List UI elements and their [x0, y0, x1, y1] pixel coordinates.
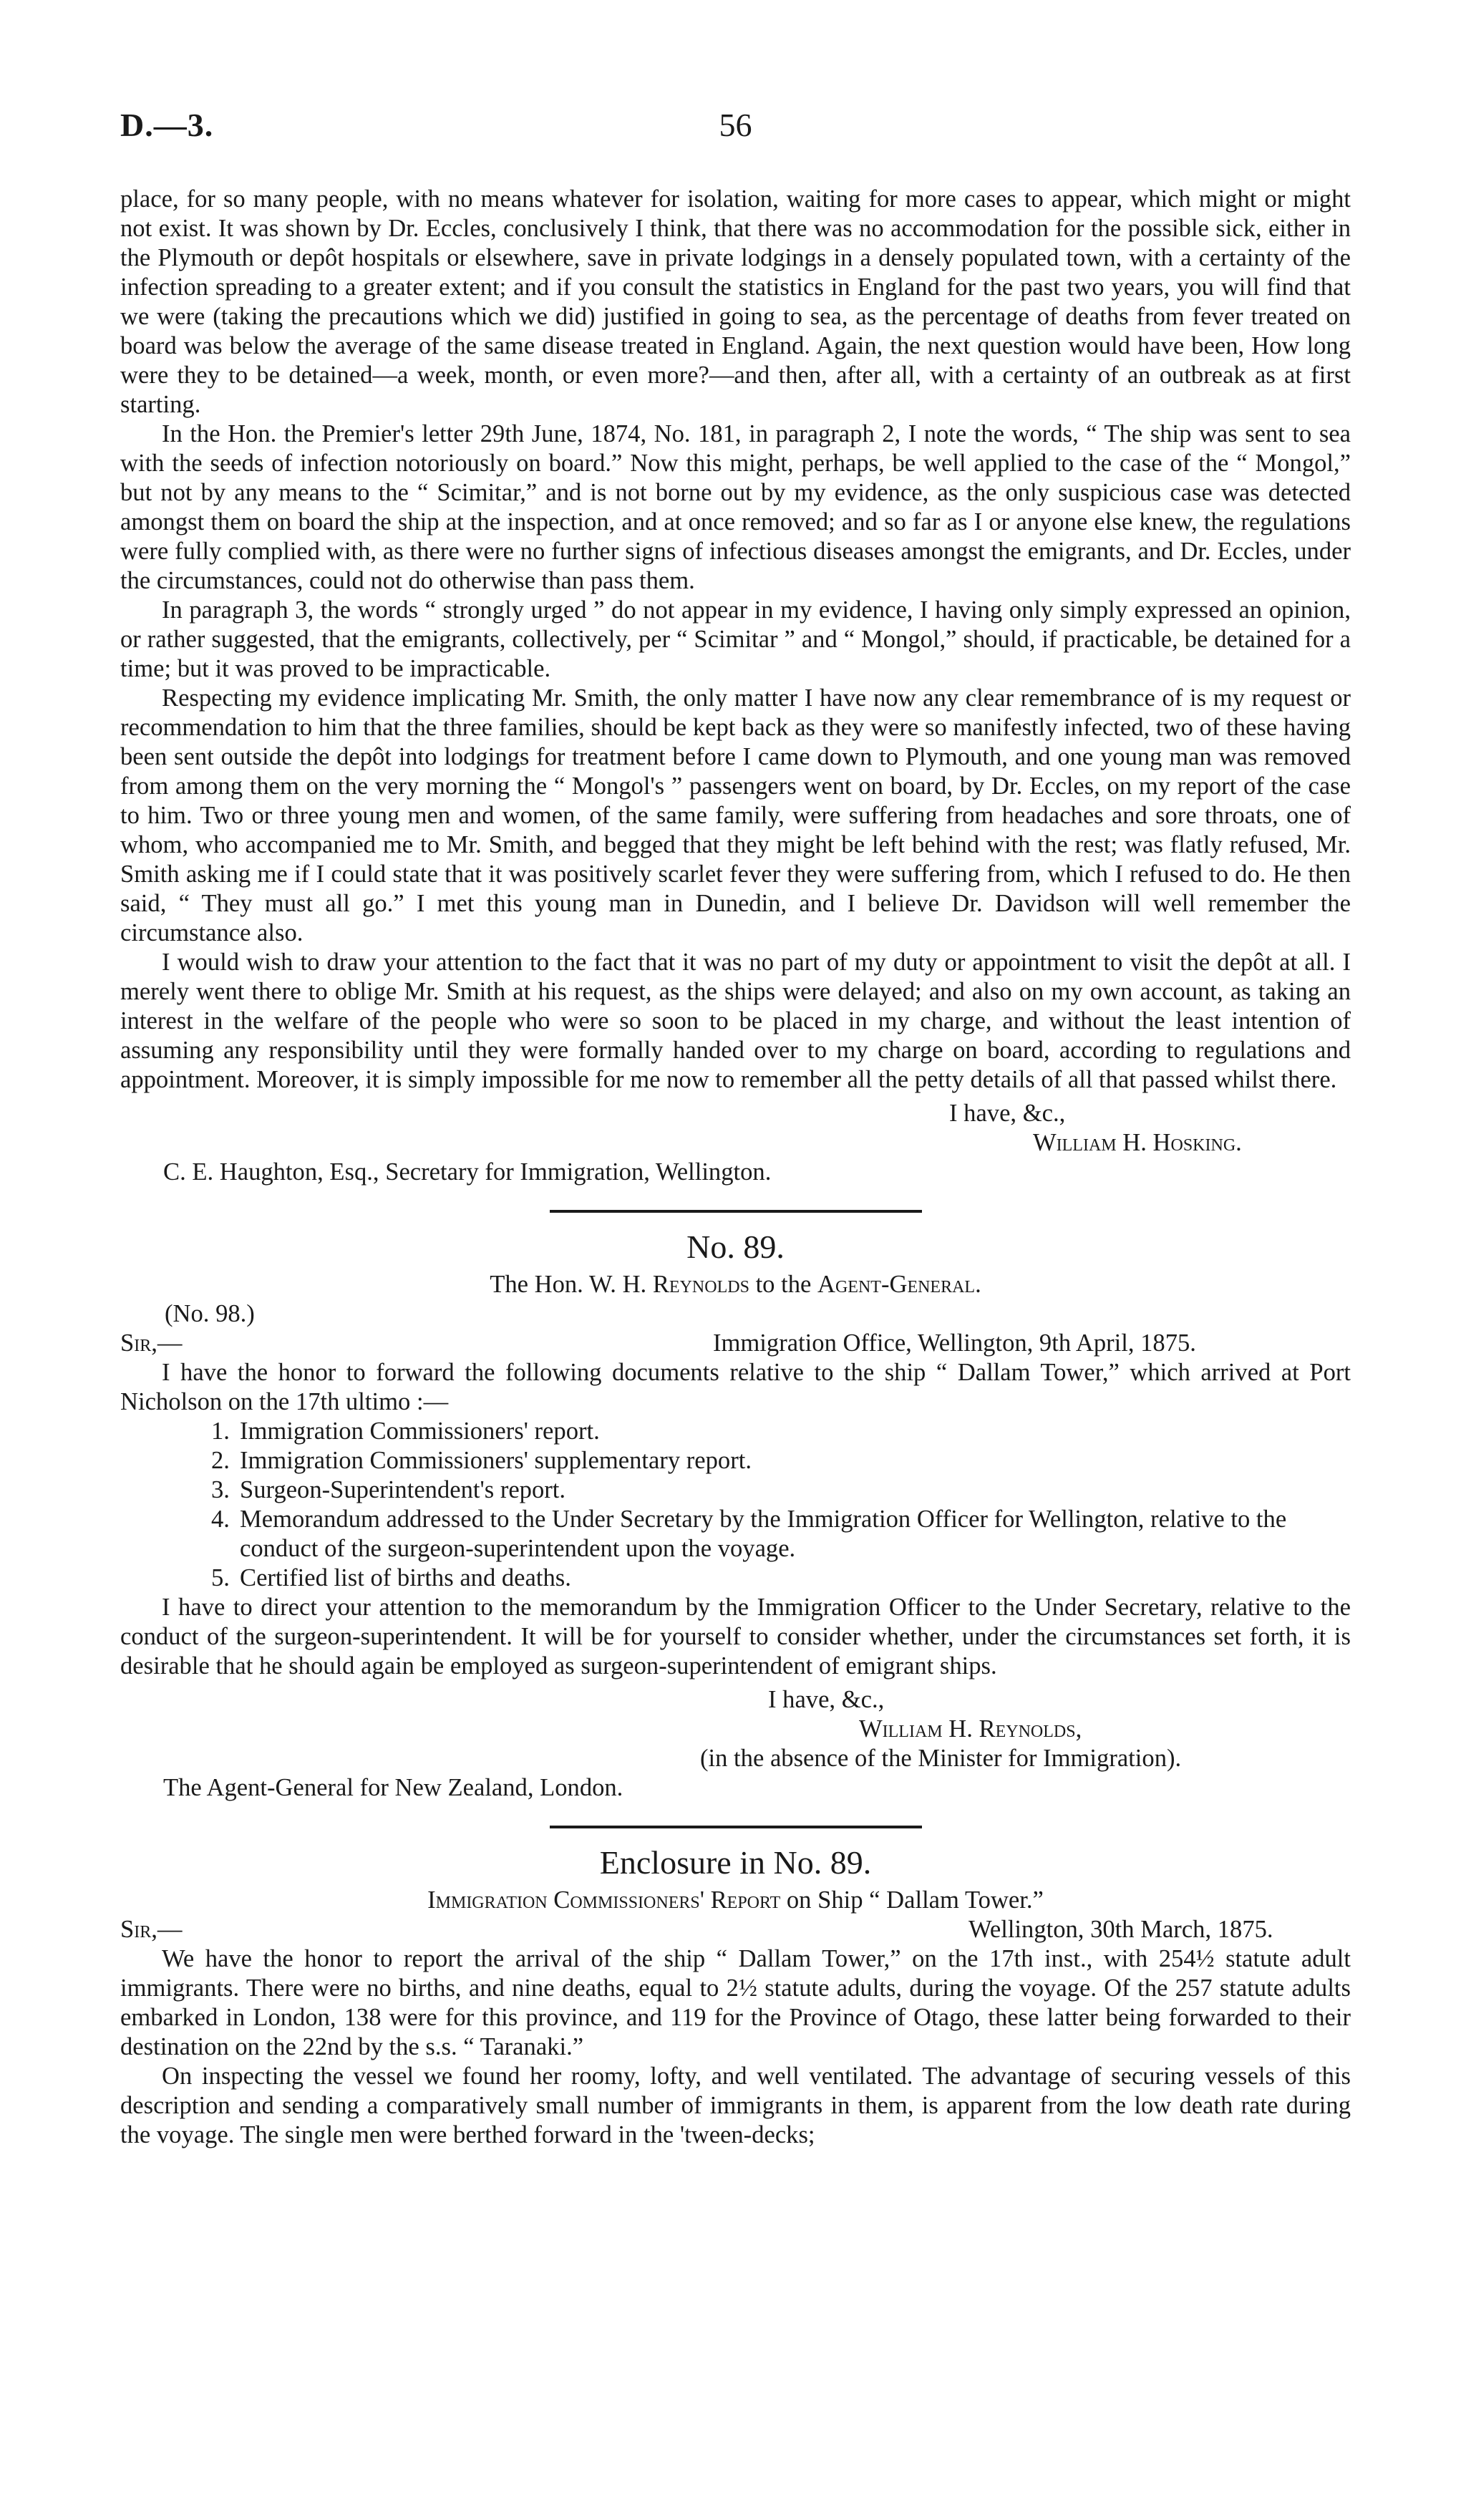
paragraph: Respecting my evidence implicating Mr. Smith, the only matter I have now any clear remembrance of is my request or recommendation to him that the three families, should be kept back as they were so manifestly infected, two of these having been sent outside the depôt into lodgings for treatment before I came down to Plymouth, and one young man was removed from among them on the very morning the “ Mongol's ” passengers went on board, by Dr. Eccles, on my report of the case to him. Two or three young men and women, of the same family, were suffering from headaches and sore throats, one of whom, who accompanied me to Mr. Smith, and begged that they might be left behind with the rest; was flatly refused, Mr. Smith asking me if I could state that it was positively scarlet fever they were suffering from, which I refused to do. He then said, “ They must all go.” I met this young man in Dunedin, and I believe Dr. Davidson will well remember the circumstance also.: [120, 684, 1351, 946]
document-body: [120, 185, 1351, 2150]
list-item: [120, 1475, 1351, 1505]
salutation: Sir,—: [120, 1916, 183, 1943]
enclosure-in-no-89: [120, 1843, 1351, 2150]
signature-note: (in the absence of the Minister for Immigration).: [700, 1745, 1182, 1772]
running-head: [120, 106, 1351, 149]
letter-no-89: [120, 1227, 1351, 1803]
place-date: Immigration Office, Wellington, 9th April, 1875.: [713, 1329, 1196, 1357]
paragraph: I have to direct your attention to the memorandum by the Immigration Officer to the Under Secretary, relative to the conduct of the surgeon-superintendent. It will be for yourself to consider whether, under the circumstances set forth, it is desirable that he should again be employed as surgeon-superintendent of emigrant ships.: [120, 1594, 1351, 1680]
addressee: C. E. Haughton, Esq., Secretary for Immigration, Wellington.: [163, 1158, 772, 1186]
salutation: Sir,—: [120, 1329, 183, 1357]
paragraph: I would wish to draw your attention to the fact that it was no part of my duty or appointment to visit the depôt at all. I merely went there to oblige Mr. Smith at his request, as the ships were delayed; and also on my own account, as taking an interest in the welfare of the people who were so soon to be placed in my charge, and without the least intention of assuming any responsibility until they were formally handed over to my charge on board, according to regulations and appointment. Moreover, it is simply impossible for me now to remember all the petty details of all that passed whilst there.: [120, 949, 1351, 1093]
list-number: 1.: [211, 1418, 230, 1445]
list-item: [120, 1446, 1351, 1475]
from-to-mid: to the: [749, 1271, 817, 1298]
page-number: 56: [719, 107, 752, 143]
addressee: The Agent-General for New Zealand, London.: [163, 1774, 623, 1801]
report-title-rest: on Ship “ Dallam Tower.”: [780, 1886, 1044, 1914]
list-item: [120, 1564, 1351, 1593]
list-number: 2.: [211, 1447, 230, 1474]
section-rule: [550, 1826, 922, 1828]
closing: I have, &c.,: [949, 1100, 1066, 1127]
paragraph: In the Hon. the Premier's letter 29th June, 1874, No. 181, in paragraph 2, I note the words, “ The ship was sent to sea with the seeds of infection notoriously on board.” Now this might, perhaps, be well applied to the case of the “ Mongol,” but not by any means to the “ Scimitar,” and is not borne out by my evidence, as the only suspicious case was detected amongst them on board the ship at the inspection, and at once removed; and so far as I or anyone else knew, the regulations were fully complied with, as there were no further signs of infectious diseases amongst the emigrants, and Dr. Eccles, under the circumstances, could not do otherwise than pass them.: [120, 420, 1351, 594]
list-text: Memorandum addressed to the Under Secretary by the Immigration Officer for Wellington, relative to the conduct of the surgeon-superintendent upon the voyage.: [240, 1506, 1287, 1562]
list-text: Certified list of births and deaths.: [240, 1564, 571, 1591]
salutation-row: [120, 1329, 1351, 1358]
hosking-letter: [120, 185, 1351, 1187]
document-list: [120, 1417, 1351, 1593]
salutation-row: [120, 1915, 1351, 1944]
signature-block: [120, 1099, 1351, 1158]
closing: I have, &c.,: [768, 1686, 885, 1713]
signature: William H. Reynolds,: [859, 1715, 1082, 1743]
from-to-suffix: .: [975, 1271, 981, 1298]
section-heading: No. 89.: [686, 1228, 785, 1265]
from-to-prefix: The Hon. W. H.: [490, 1271, 653, 1298]
report-title: Immigration Commissioners' Report: [427, 1886, 781, 1914]
list-text: Immigration Commissioners' report.: [240, 1418, 600, 1445]
signature-block: [120, 1685, 1351, 1773]
from-name: Reynolds: [652, 1271, 749, 1298]
list-text: Immigration Commissioners' supplementary report.: [240, 1447, 752, 1474]
letter-reference: (No. 98.): [165, 1300, 255, 1327]
list-item: [120, 1505, 1351, 1564]
paragraph: We have the honor to report the arrival of the ship “ Dallam Tower,” on the 17th inst., with 254½ statute adult immigrants. There were no births, and nine deaths, equal to 2½ statute adults, during the voyage. Of the 257 statute adults embarked in London, 138 were for this province, and 119 for the Province of Otago, these latter being forwarded to their destination on the 22nd by the s.s. “ Taranaki.”: [120, 1945, 1351, 2060]
list-number: 3.: [211, 1476, 230, 1503]
report-title-line: [120, 1886, 1351, 1915]
section-heading: Enclosure in No. 89.: [599, 1844, 872, 1881]
section-rule: [550, 1210, 922, 1213]
from-to-line: [120, 1270, 1351, 1299]
paragraph: I have the honor to forward the following documents relative to the ship “ Dallam Tower,” which arrived at Port Nicholson on the 17th ultimo :—: [120, 1359, 1351, 1415]
document-reference: D.—3.: [120, 107, 214, 143]
paragraph: In paragraph 3, the words “ strongly urged ” do not appear in my evidence, I having only simply expressed an opinion, or rather suggested, that the emigrants, collectively, per “ Scimitar ” and “ Mongol,” should, if practicable, be detained for a time; but it was proved to be impracticable.: [120, 596, 1351, 682]
list-text: Surgeon-Superintendent's report.: [240, 1476, 566, 1503]
list-number: 4.: [211, 1506, 230, 1533]
place-date: Wellington, 30th March, 1875.: [968, 1916, 1273, 1943]
list-item: [120, 1417, 1351, 1446]
list-number: 5.: [211, 1564, 230, 1591]
signature: William H. Hosking.: [1033, 1129, 1242, 1156]
paragraph: On inspecting the vessel we found her roomy, lofty, and well ventilated. The advantage of securing vessels of this description and sending a comparatively small number of immigrants in them, is apparent from the low death rate during the voyage. The single men were berthed forward in the 'tween-decks;: [120, 2063, 1351, 2148]
paragraph: place, for so many people, with no means whatever for isolation, waiting for more cases to appear, which might or might not exist. It was shown by Dr. Eccles, conclusively I think, that there was no accommodation for the possible sick, either in the Plymouth or depôt hospitals or elsewhere, save in private lodgings in a densely populated town, with a certainty of the infection spreading to a greater extent; and if you consult the statistics in England for the past two years, you will find that we were (taking the precautions which we did) justified in going to sea, as the percentage of deaths from fever treated on board was below the average of the same disease treated in England. Again, the next question would have been, How long were they to be detained—a week, month, or even more?—and then, after all, with a certainty of an outbreak as at first starting.: [120, 185, 1351, 418]
to-name: Agent-General: [817, 1271, 976, 1298]
